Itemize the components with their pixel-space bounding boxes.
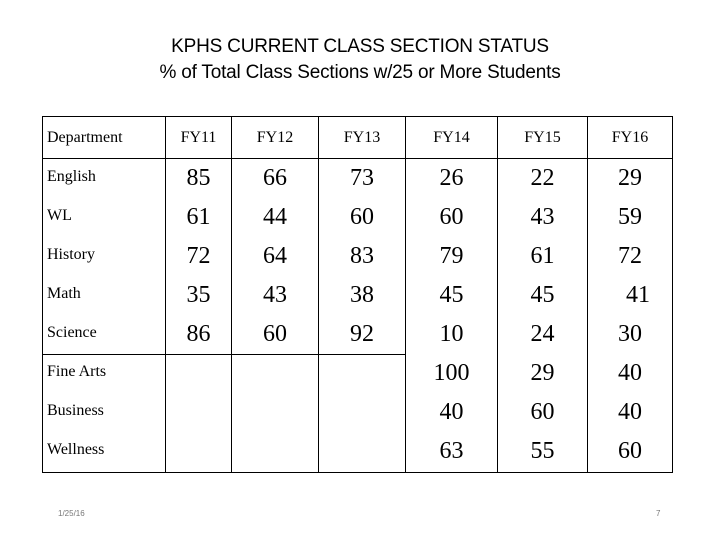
- value-english-fy14: 26: [439, 165, 464, 191]
- value-fine-arts-fy16: 40: [618, 360, 642, 386]
- value-wellness-fy14: 63: [439, 438, 464, 464]
- dept-science: Science: [47, 324, 97, 341]
- value-wl-fy11: 61: [186, 204, 211, 230]
- year-header-fy13: FY13: [319, 117, 406, 159]
- year-header-fy16: FY16: [588, 117, 673, 159]
- value-wellness-fy15: 55: [530, 438, 555, 464]
- value-history-fy12: 64: [263, 243, 287, 269]
- value-science-fy15: 24: [530, 321, 555, 347]
- values-fy14: [406, 159, 498, 473]
- dept-english: English: [47, 168, 96, 185]
- value-history-fy16: 72: [618, 243, 642, 269]
- year-header-fy15: FY15: [498, 117, 588, 159]
- slide-title: [0, 34, 720, 86]
- values-fy11: [166, 159, 232, 355]
- corner-label: Department: [43, 117, 166, 159]
- value-business-fy14: 40: [439, 399, 464, 425]
- year-header-fy14: FY14: [406, 117, 498, 159]
- value-english-fy13: 73: [350, 165, 374, 191]
- value-history-fy11: 72: [186, 243, 211, 269]
- value-english-fy15: 22: [530, 165, 555, 191]
- year-header-fy11: FY11: [166, 117, 232, 159]
- value-science-fy14: 10: [439, 321, 464, 347]
- value-english-fy16: 29: [618, 165, 642, 191]
- dept-wl: WL: [47, 207, 72, 224]
- value-science-fy11: 86: [186, 321, 211, 347]
- empty-fy13-other: [319, 355, 406, 473]
- value-science-fy13: 92: [350, 321, 374, 347]
- value-math-fy14: 45: [439, 282, 464, 308]
- dept-wellness: Wellness: [47, 441, 105, 458]
- value-business-fy15: 60: [530, 399, 555, 425]
- footer-date: 1/25/16: [58, 509, 85, 518]
- value-history-fy14: 79: [439, 243, 464, 269]
- value-math-fy12: 43: [263, 282, 287, 308]
- value-history-fy15: 61: [530, 243, 555, 269]
- values-fy12: [232, 159, 319, 355]
- dept-fine-arts: Fine Arts: [47, 363, 107, 380]
- title-line-1: KPHS CURRENT CLASS SECTION STATUS: [171, 36, 549, 57]
- value-wl-fy16: 59: [618, 204, 642, 230]
- dept-names-other: [43, 355, 166, 473]
- class-section-status-table: [42, 116, 673, 473]
- value-science-fy12: 60: [263, 321, 287, 347]
- values-fy15: [498, 159, 588, 473]
- value-math-fy11: 35: [186, 282, 211, 308]
- header-row: [43, 117, 673, 159]
- values-fy13: [319, 159, 406, 355]
- value-fine-arts-fy15: 29: [530, 360, 555, 386]
- dept-math: Math: [47, 285, 81, 302]
- data-block-core: [43, 159, 673, 355]
- value-wl-fy12: 44: [263, 204, 287, 230]
- value-business-fy16: 40: [618, 399, 642, 425]
- footer-page-number: 7: [656, 509, 661, 518]
- value-english-fy11: 85: [186, 165, 211, 191]
- value-english-fy12: 66: [263, 165, 287, 191]
- empty-fy12-other: [232, 355, 319, 473]
- value-math-fy15: 45: [530, 282, 555, 308]
- dept-names-core: [43, 159, 166, 355]
- empty-fy11-other: [166, 355, 232, 473]
- value-history-fy13: 83: [350, 243, 374, 269]
- dept-history: History: [47, 246, 95, 263]
- value-science-fy16: 30: [618, 321, 642, 347]
- value-wl-fy15: 43: [530, 204, 555, 230]
- value-math-fy13: 38: [350, 282, 374, 308]
- values-fy16: [588, 159, 673, 473]
- title-line-2: % of Total Class Sections w/25 or More Students: [159, 62, 561, 83]
- value-math-fy16: 41: [626, 282, 650, 308]
- value-wl-fy13: 60: [350, 204, 374, 230]
- value-wl-fy14: 60: [439, 204, 464, 230]
- value-wellness-fy16: 60: [618, 438, 642, 464]
- value-fine-arts-fy14: 100: [433, 360, 470, 386]
- dept-business: Business: [47, 402, 104, 419]
- year-header-fy12: FY12: [232, 117, 319, 159]
